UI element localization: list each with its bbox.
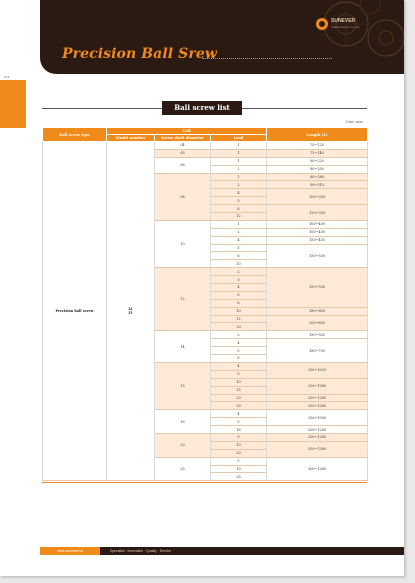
length-cell: 250~1280 [267,394,368,402]
lead-cell: 8 [211,355,267,363]
length-cell: 75~140 [267,149,368,157]
length-cell: 100~350 [267,189,368,205]
lead-cell: 4 [211,339,267,347]
length-cell: 180~700 [267,339,368,363]
header-type: Ball screw type [43,128,107,142]
lead-cell: 5 [211,347,267,355]
lead-cell: 25 [211,473,267,481]
page-footer [40,547,404,555]
lead-cell: 6 [211,252,267,260]
length-cell: 200~1280 [267,378,368,394]
lead-cell: 5 [211,418,267,426]
brand-logo [316,18,359,30]
lead-cell: 16 [211,426,267,434]
lead-cell: 20 [211,449,267,457]
ball-screw-table-wrapper [42,127,367,481]
section-heading [42,101,367,115]
lead-cell: 10 [211,465,267,473]
footer-url[interactable]: www.sunever.tw [40,547,100,555]
model-number: I5 [128,311,133,316]
lead-cell: 8 [211,299,267,307]
brand-name [331,18,359,30]
lead-cell: 1 [211,220,267,228]
length-cell: 80~250 [267,165,368,173]
lead-cell: 5 [211,197,267,205]
length-cell: 250~1025 [267,362,368,378]
brand-subtext: Transmission Co.,Ltd [331,25,360,29]
lead-cell: 12 [211,213,267,221]
length-cell: 200~1280 [267,433,368,441]
length-cell: 180~650 [267,307,368,315]
lead-cell: 3 [211,276,267,284]
lead-cell: 10 [211,378,267,386]
length-cell: 150~550 [267,268,368,307]
lead-cell: 2 [211,181,267,189]
shaft-diameter-cell: 14 [155,331,211,363]
table-bottom-rule [42,482,367,483]
length-cell: 150~555 [267,331,368,339]
footer-slogan: Specialist · Innovation · Quality · Service [110,549,172,553]
lead-cell: 4 [211,410,267,418]
length-cell: 250~1000 [267,410,368,426]
lead-cell: 20 [211,323,267,331]
length-cell: 100~400 [267,220,368,228]
unit-note: Unit: mm [346,120,363,124]
shaft-diameter-cell: 05 [155,149,211,157]
shaft-diameter-cell: 25 [155,457,211,481]
lead-cell: 1 [211,142,267,150]
length-cell: 80~220 [267,157,368,165]
lead-cell: 5 [211,370,267,378]
lead-cell: 5 [211,457,267,465]
length-cell: 150~530 [267,244,368,268]
lead-cell: 4 [211,236,267,244]
side-orange-tab [0,80,26,128]
length-cell: 120~350 [267,205,368,221]
side-page-label: Unit [4,75,10,79]
shaft-diameter-cell: 12 [155,268,211,331]
brand-text: SUNEVER [331,18,356,24]
lead-cell: 2 [211,331,267,339]
shaft-diameter-cell: 20 [155,433,211,457]
lead-cell: 5 [211,433,267,441]
shaft-diameter-cell: 06 [155,157,211,173]
length-cell: 90~310 [267,181,368,189]
model-number-cell [107,142,155,481]
lead-cell: 12 [211,315,267,323]
model-number: I2 [128,307,133,312]
shaft-diameter-cell: 04 [155,142,211,150]
page-header [40,0,404,74]
length-cell: 100~400 [267,228,368,236]
length-cell: 200~1280 [267,426,368,434]
length-cell: 70~125 [267,142,368,150]
shaft-diameter-cell: 15 [155,362,211,409]
lead-cell: 5 [211,291,267,299]
lead-cell: 10 [211,260,267,268]
lead-cell: 10 [211,441,267,449]
header-lead: Lead [211,135,267,142]
header-length: Length (L) [267,128,368,142]
lead-cell: 1 [211,173,267,181]
shaft-diameter-cell: 08 [155,173,211,220]
header-cell: Cell [107,128,267,135]
length-cell: 300~1280 [267,457,368,481]
lead-cell: 2 [211,268,267,276]
gear-decoration-icon [274,0,404,74]
lead-cell: 4 [211,362,267,370]
lead-cell: 1 [211,157,267,165]
length-cell: 250~1280 [267,402,368,410]
lead-cell: 5 [211,244,267,252]
header-model: Model number [107,135,155,142]
ball-screw-type-cell: Precision ball screw [43,142,107,481]
lead-cell: 1 [211,149,267,157]
length-cell: 250~1280 [267,441,368,457]
length-cell: 200~650 [267,315,368,331]
logo-mark-icon [316,18,328,30]
section-title: Ball screw list [162,101,242,115]
lead-cell: 4 [211,284,267,292]
lead-cell: 30 [211,402,267,410]
page-title: Precision Ball Srew [62,46,218,62]
lead-cell: 2 [211,165,267,173]
lead-cell: 10 [211,307,267,315]
table-row [43,142,368,150]
lead-cell: 20 [211,394,267,402]
shaft-diameter-cell: 10 [155,220,211,267]
lead-cell: 8 [211,205,267,213]
lead-cell: 15 [211,386,267,394]
ball-screw-table [42,127,368,481]
lead-cell: 4 [211,189,267,197]
length-cell: 150~455 [267,236,368,244]
title-dotted-rule [202,58,332,59]
length-cell: 80~280 [267,173,368,181]
lead-cell: 2 [211,228,267,236]
shaft-diameter-cell: 16 [155,410,211,434]
header-shaft: Screw shaft diameter [155,135,211,142]
